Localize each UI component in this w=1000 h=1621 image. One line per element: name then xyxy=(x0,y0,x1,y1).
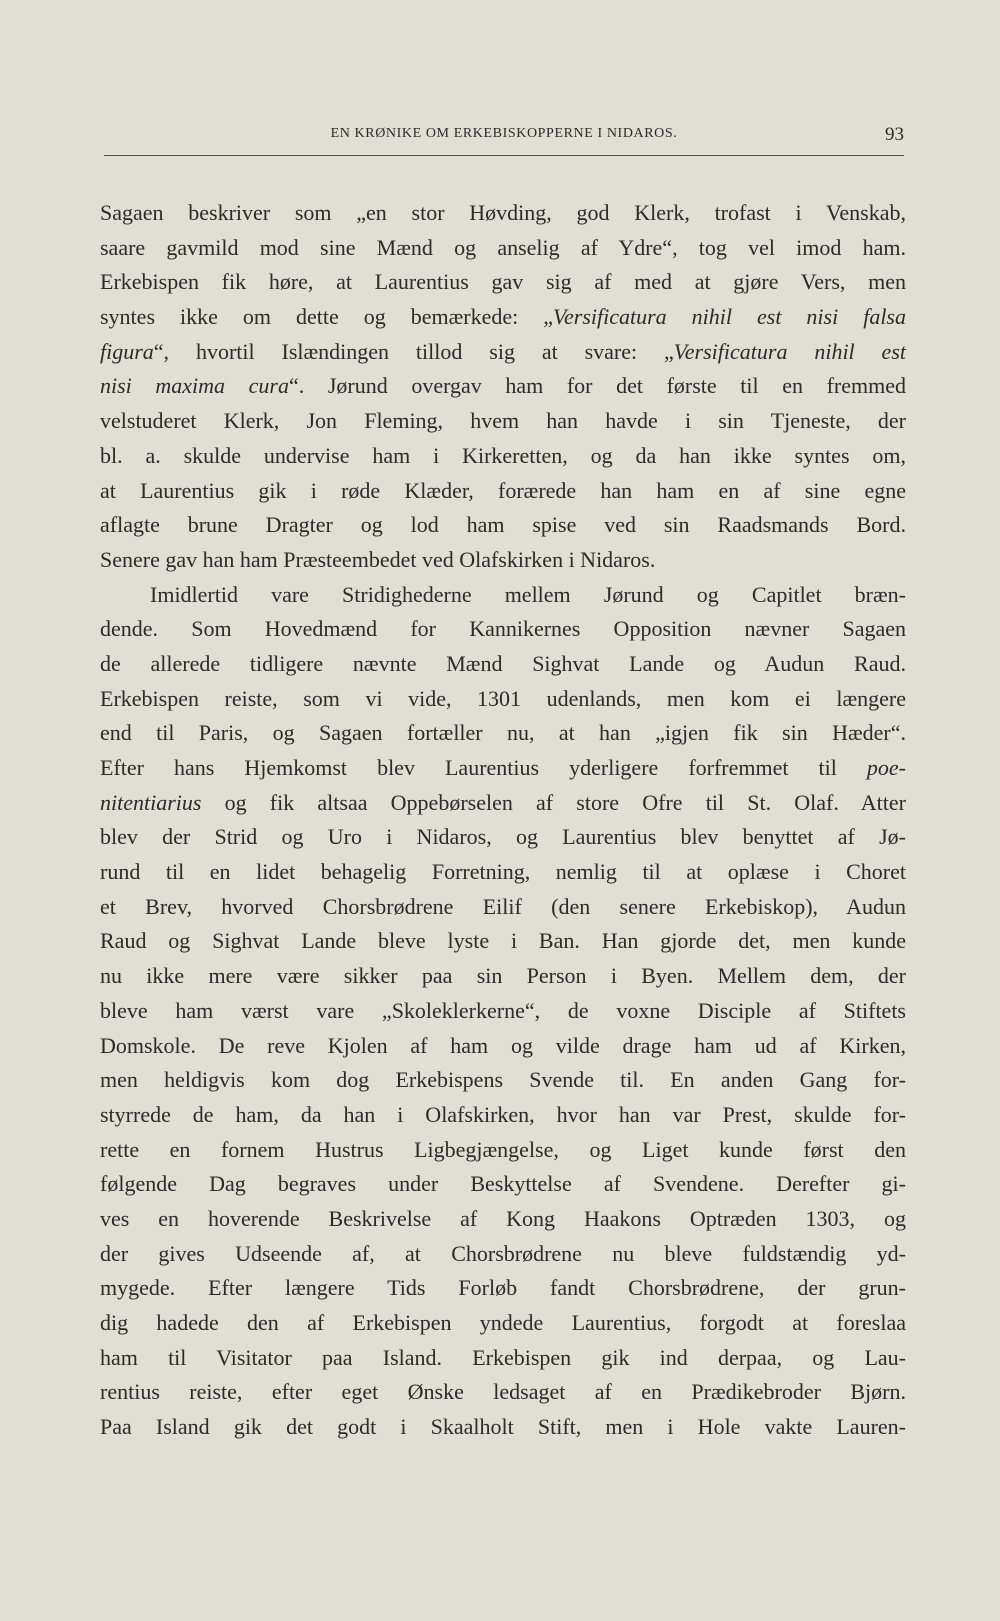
text-line xyxy=(100,1098,906,1133)
text-line xyxy=(100,439,906,474)
text-run: Sagaen beskriver som „en stor Høvding, god Klerk, trofast i Venskab, xyxy=(100,200,906,225)
text-run: Efter hans Hjemkomst blev Laurentius yderligere forfremmet til xyxy=(100,755,867,780)
text-run: Imidlertid vare Stridighederne mellem Jørund og Capitlet bræn- xyxy=(150,581,906,607)
text-run: et Brev, hvorved Chorsbrødrene Eilif (den senere Erkebiskop), Audun xyxy=(100,893,906,919)
text-run: saare gavmild mod sine Mænd og anselig af Ydre“, tog vel imod ham. xyxy=(100,234,906,260)
text-run: de allerede tidligere nævnte Mænd Sighvat Lande og Audun Raud. xyxy=(100,650,906,676)
text-run: “. Jørund overgav ham for det første til en fremmed xyxy=(288,373,906,399)
text-run: rentius reiste, efter eget Ønske ledsaget af en Prædikebroder Bjørn. xyxy=(100,1379,906,1405)
text-line xyxy=(100,404,906,439)
text-run: aflagte brune Dragter og lod ham spise ved sin Raadsmands Bord. xyxy=(100,512,906,538)
text-run: syntes ikke om dette og bemærkede: „ xyxy=(100,304,553,330)
text-line xyxy=(100,578,906,613)
page-header xyxy=(104,124,904,152)
italic-text: Versificatura nihil est xyxy=(673,338,906,364)
text-line xyxy=(100,1271,906,1306)
text-line xyxy=(100,1341,906,1376)
text-line xyxy=(100,647,906,682)
text-run: bl. a. skulde undervise ham i Kirkeretten, og da han ikke syntes om, xyxy=(100,442,906,468)
text-run: Domskole. De reve Kjolen af ham og vilde drage ham ud af Kirken, xyxy=(100,1032,906,1058)
text-line xyxy=(100,369,906,404)
text-line xyxy=(100,300,906,335)
text-line xyxy=(100,1063,906,1098)
text-line xyxy=(100,820,906,855)
text-line xyxy=(100,959,906,994)
text-run: rette en fornem Hustrus Ligbegjængelse, og Liget kunde først den xyxy=(100,1136,906,1162)
text-run: Raud og Sighvat Lande bleve lyste i Ban. Han gjorde det, men kunde xyxy=(100,928,906,954)
italic-text: nisi maxima cura xyxy=(100,373,289,399)
text-line xyxy=(100,1133,906,1168)
text-line xyxy=(100,716,906,751)
text-line xyxy=(100,474,906,509)
italic-text: figura xyxy=(100,338,154,364)
text-line xyxy=(100,1237,906,1272)
text-run: men heldigvis kom dog Erkebispens Svende til. En anden Gang for- xyxy=(100,1067,906,1093)
text-run: Senere gav han ham Præsteembedet ved Olafskirken i Nidaros. xyxy=(100,546,656,572)
text-run: nu ikke mere være sikker paa sin Person i Byen. Mellem dem, der xyxy=(100,963,906,989)
text-run: og fik altsaa Oppebørselen af store Ofre til St. Olaf. Atter xyxy=(201,789,906,815)
text-run: ves en hoverende Beskrivelse af Kong Haakons Optræden 1303, og xyxy=(100,1205,906,1231)
text-line xyxy=(100,682,906,717)
text-run: der gives Udseende af, at Chorsbrødrene nu bleve fuldstændig yd- xyxy=(100,1240,906,1266)
text-run: dende. Som Hovedmænd for Kannikernes Opposition nævner Sagaen xyxy=(100,616,906,642)
text-line xyxy=(100,855,906,890)
text-line xyxy=(100,612,906,647)
header-rule xyxy=(104,155,904,156)
text-run: styrrede de ham, da han i Olafskirken, hvor han var Prest, skulde for- xyxy=(100,1101,906,1127)
text-line xyxy=(100,196,906,231)
text-line xyxy=(100,1029,906,1064)
text-line xyxy=(100,543,906,578)
text-line xyxy=(100,786,906,821)
text-run: ham til Visitator paa Island. Erkebispen gik ind derpaa, og Lau- xyxy=(100,1344,906,1370)
text-run: dig hadede den af Erkebispen yndede Laurentius, forgodt at foreslaa xyxy=(100,1310,906,1335)
running-title: EN KRØNIKE OM ERKEBISKOPPERNE I NIDAROS. xyxy=(330,126,678,141)
text-run: følgende Dag begraves under Beskyttelse af Svendene. Derefter gi- xyxy=(100,1171,906,1197)
text-line xyxy=(100,751,906,786)
body-text xyxy=(100,196,906,1445)
text-run: Paa Island gik det godt i Skaalholt Stift, men i Hole vakte Lauren- xyxy=(100,1414,906,1440)
text-line xyxy=(100,1306,906,1341)
text-run: Erkebispen reiste, som vi vide, 1301 udenlands, men kom ei længere xyxy=(100,685,906,711)
italic-text: poe- xyxy=(866,755,906,780)
text-line xyxy=(100,265,906,300)
text-run: “, hvortil Islændingen tillod sig at svare: „ xyxy=(153,338,674,364)
page-number: 93 xyxy=(885,124,904,145)
text-line xyxy=(100,508,906,543)
italic-text: nitentiarius xyxy=(100,789,202,815)
text-run: velstuderet Klerk, Jon Fleming, hvem han havde i sin Tjeneste, der xyxy=(100,408,906,434)
text-run: bleve ham værst vare „Skoleklerkerne“, de voxne Disciple af Stiftets xyxy=(100,997,906,1023)
text-line xyxy=(100,231,906,266)
text-line xyxy=(100,335,906,370)
text-run: at Laurentius gik i røde Klæder, forærede han ham en af sine egne xyxy=(100,477,906,503)
text-run: blev der Strid og Uro i Nidaros, og Laurentius blev benyttet af Jø- xyxy=(100,824,906,850)
text-line xyxy=(100,924,906,959)
text-line xyxy=(100,1375,906,1410)
text-line xyxy=(100,994,906,1029)
italic-text: Versificatura nihil est nisi falsa xyxy=(553,304,906,330)
text-run: end til Paris, og Sagaen fortæller nu, at han „igjen fik sin Hæder“. xyxy=(100,720,906,746)
text-line xyxy=(100,1410,906,1445)
text-run: mygede. Efter længere Tids Forløb fandt Chorsbrødrene, der grun- xyxy=(100,1275,906,1301)
text-run: rund til en lidet behagelig Forretning, nemlig til at oplæse i Choret xyxy=(100,859,906,885)
text-line xyxy=(100,890,906,925)
text-run: Erkebispen fik høre, at Laurentius gav sig af med at gjøre Vers, men xyxy=(100,269,906,295)
text-line xyxy=(100,1202,906,1237)
text-line xyxy=(100,1167,906,1202)
